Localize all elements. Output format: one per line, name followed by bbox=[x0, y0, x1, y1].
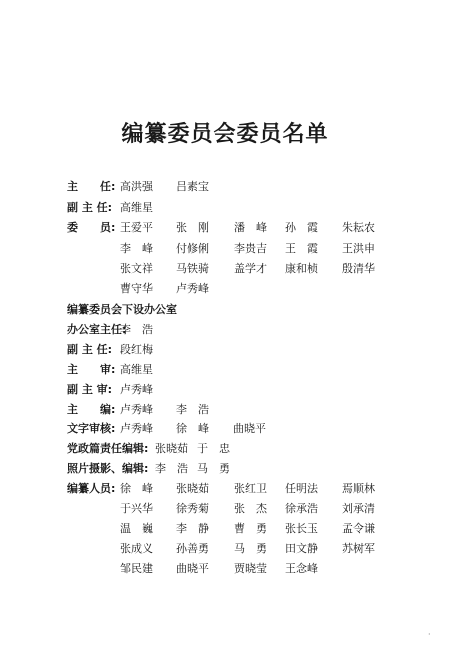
member-name: 段红梅 bbox=[120, 343, 153, 356]
member-name: 殷清华 bbox=[342, 262, 375, 275]
role-label: 文字审核: bbox=[67, 422, 116, 435]
member-name: 苏树军 bbox=[342, 542, 375, 555]
member-name: 王念峰 bbox=[285, 562, 318, 575]
role-label: 副 主 任: bbox=[67, 343, 113, 356]
role-label: 副 主 任: bbox=[67, 201, 113, 214]
member-name: 朱耘农 bbox=[342, 221, 375, 234]
member-name: 田文静 bbox=[285, 542, 318, 555]
member-name: 徐 峰 bbox=[120, 482, 153, 495]
member-name: 温 巍 bbox=[120, 522, 153, 535]
role-label: 编纂委员会下设办公室 bbox=[67, 303, 177, 316]
role-label: 主 任: bbox=[67, 180, 116, 193]
member-name: 卢秀峰 bbox=[120, 422, 153, 435]
role-label: 照片摄影、编辑: bbox=[67, 462, 149, 475]
member-name: 马 勇 bbox=[234, 542, 267, 555]
member-name: 李 峰 bbox=[120, 242, 153, 255]
role-label: 党政篇责任编辑: bbox=[67, 442, 149, 455]
role-label: 编纂人员: bbox=[67, 482, 116, 495]
member-name: 孟令谦 bbox=[342, 522, 375, 535]
member-name: 贾晓莹 bbox=[234, 562, 267, 575]
member-name: 孙 霞 bbox=[285, 221, 318, 234]
member-name: 李 静 bbox=[176, 522, 209, 535]
member-name: 高维星 bbox=[120, 363, 153, 376]
member-name: 孙善勇 bbox=[176, 542, 209, 555]
member-name: 张文祥 bbox=[120, 262, 153, 275]
member-name: 张 杰 bbox=[234, 502, 267, 515]
member-name: 李 浩 bbox=[120, 323, 153, 336]
member-name: 康和桢 bbox=[285, 262, 318, 275]
member-name: 吕素宝 bbox=[176, 180, 209, 193]
member-name: 张晓茹 bbox=[176, 482, 209, 495]
member-name: 曹守华 bbox=[120, 282, 153, 295]
role-label: 办公室主任: bbox=[67, 323, 127, 336]
member-name: 张晓茹 bbox=[155, 442, 188, 455]
member-name: 徐承浩 bbox=[285, 502, 318, 515]
member-name: 李 浩 bbox=[176, 403, 209, 416]
member-name: 徐秀菊 bbox=[176, 502, 209, 515]
member-name: 刘承清 bbox=[342, 502, 375, 515]
member-name: 于 忠 bbox=[197, 442, 230, 455]
member-name: 王洪申 bbox=[342, 242, 375, 255]
member-name: 焉顺林 bbox=[342, 482, 375, 495]
member-name: 邹民建 bbox=[120, 562, 153, 575]
role-label: 主 编: bbox=[67, 403, 116, 416]
member-name: 马 勇 bbox=[197, 462, 230, 475]
member-name: 高洪强 bbox=[120, 180, 153, 193]
member-name: 王 霞 bbox=[285, 242, 318, 255]
role-label: 副 主 审: bbox=[67, 383, 113, 396]
member-name: 卢秀峰 bbox=[120, 383, 153, 396]
member-name: 曲晓平 bbox=[176, 562, 209, 575]
member-name: 付修俐 bbox=[176, 242, 209, 255]
page-mark: · bbox=[428, 630, 431, 639]
member-name: 卢秀峰 bbox=[176, 282, 209, 295]
member-name: 卢秀峰 bbox=[120, 403, 153, 416]
member-name: 高维星 bbox=[120, 201, 153, 214]
member-name: 曹 勇 bbox=[234, 522, 267, 535]
member-name: 盖学才 bbox=[234, 262, 267, 275]
role-label: 主 审: bbox=[67, 363, 116, 376]
member-name: 马铁骑 bbox=[176, 262, 209, 275]
member-name: 任明法 bbox=[285, 482, 318, 495]
member-name: 曲晓平 bbox=[233, 422, 266, 435]
member-name: 潘 峰 bbox=[234, 221, 267, 234]
role-label: 委 员: bbox=[67, 221, 116, 234]
member-name: 徐 峰 bbox=[176, 422, 209, 435]
member-name: 于兴华 bbox=[120, 502, 153, 515]
member-name: 张长玉 bbox=[285, 522, 318, 535]
member-name: 王爱平 bbox=[120, 221, 153, 234]
member-name: 李 浩 bbox=[155, 462, 188, 475]
page-title: 编纂委员会委员名单 bbox=[121, 122, 329, 147]
member-name: 张成义 bbox=[120, 542, 153, 555]
member-name: 李贵吉 bbox=[234, 242, 267, 255]
member-name: 张红卫 bbox=[234, 482, 267, 495]
member-name: 张 刚 bbox=[176, 221, 209, 234]
